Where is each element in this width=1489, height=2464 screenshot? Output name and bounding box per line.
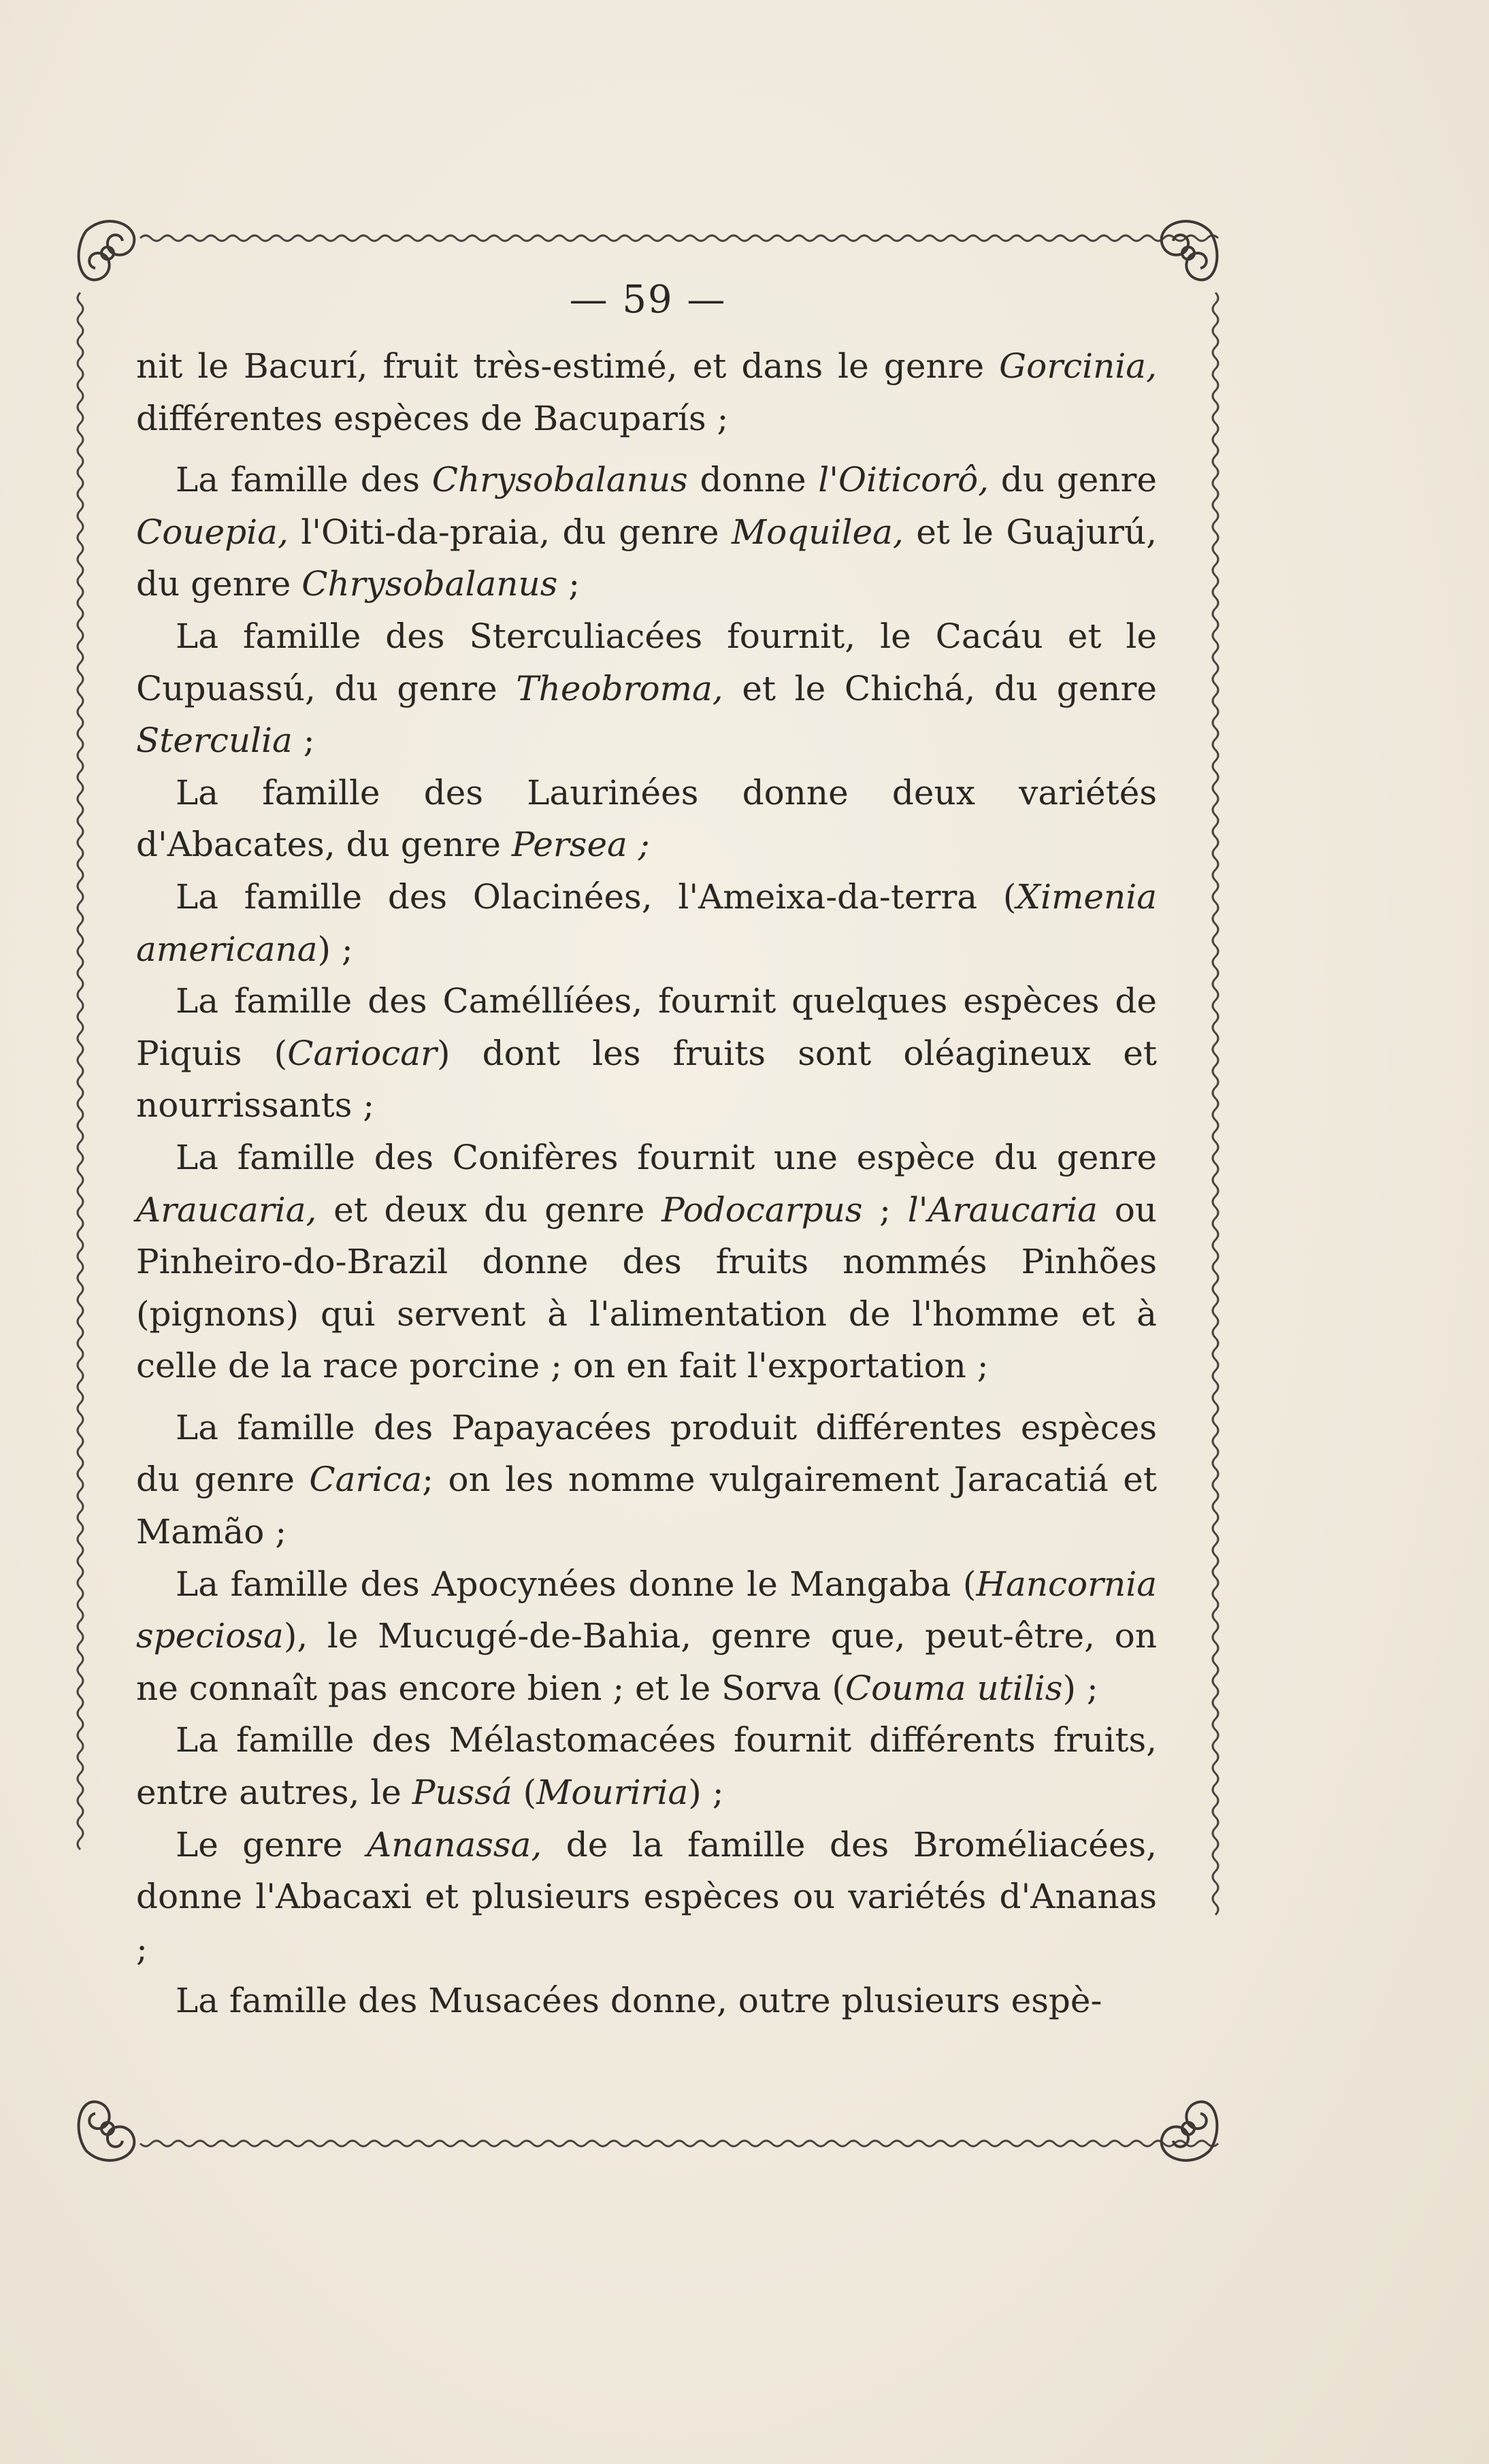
- paragraph-6: La famille des Caméllíées, fournit quelques espèces de Piquis (Cariocar) dont les fruits sont oléagineux et nourrissants ;: [136, 981, 1157, 1126]
- bottom-wavy-rule: [140, 2141, 1218, 2146]
- left-wavy-rule: [78, 293, 83, 1850]
- paragraph-11: Le genre Ananassa, de la famille des Broméliacées, donne l'Abacaxi et plusieurs espèces ou variétés d'Ananas ;: [136, 1824, 1157, 1969]
- paragraph-8: La famille des Papayacées produit différentes espèces du genre Carica; on les nomme vulgairement Jaracatiá et Mamão ;: [136, 1407, 1157, 1552]
- page-number: — 59 —: [569, 278, 727, 322]
- corner-bottom-right-icon: [1162, 2102, 1217, 2161]
- right-wavy-rule: [1213, 293, 1218, 1915]
- paragraph-12: La famille des Musacées donne, outre plusieurs espè-: [176, 1981, 1102, 2021]
- paragraph-2: La famille des Chrysobalanus donne l'Oiticorô, du genre Couepia, l'Oiti-da-praia, du genre Moquilea, et le Guajurú, du genre Chrysobalanus ;: [136, 460, 1157, 604]
- corner-bottom-left-icon: [79, 2102, 135, 2161]
- decorative-frame: [65, 211, 1230, 2171]
- corner-top-right-icon: [1162, 221, 1217, 280]
- corner-top-left-icon: [79, 221, 135, 280]
- paragraph-3: La famille des Sterculiacées fournit, le Cacáu et le Cupuassú, du genre Theobroma, et le Chichá, du genre Sterculia ;: [136, 616, 1157, 761]
- paragraph-1: nit le Bacurí, fruit très-estimé, et dans le genre Gorcinia, différentes espèces de Bacuparís ;: [136, 346, 1157, 438]
- paragraph-7: La famille des Conifères fournit une espèce du genre Araucaria, et deux du genre Podocarpus ; l'Araucaria ou Pinheiro-do-Brazil donne des fruits nommés Pinhões (pignons) qui servent à l'alimentation de l'homme et à celle de la race porcine ; on en fait l'exportation ;: [136, 1137, 1157, 1386]
- paragraph-9: La famille des Apocynées donne le Mangaba (Hancornia speciosa), le Mucugé-de-Bahia, genre que, peut-être, on ne connaît pas encore bien ; et le Sorva (Couma utilis) ;: [136, 1564, 1157, 1708]
- body-text: [136, 340, 1157, 2027]
- paragraph-5: La famille des Olacinées, l'Ameixa-da-terra (Ximenia americana) ;: [136, 876, 1157, 969]
- paragraph-10: La famille des Mélastomacées fournit différents fruits, entre autres, le Pussá (Mouriria) ;: [136, 1720, 1157, 1813]
- paragraph-4: La famille des Laurinées donne deux variétés d'Abacates, du genre Persea ;: [136, 772, 1157, 865]
- top-wavy-rule: [140, 235, 1218, 241]
